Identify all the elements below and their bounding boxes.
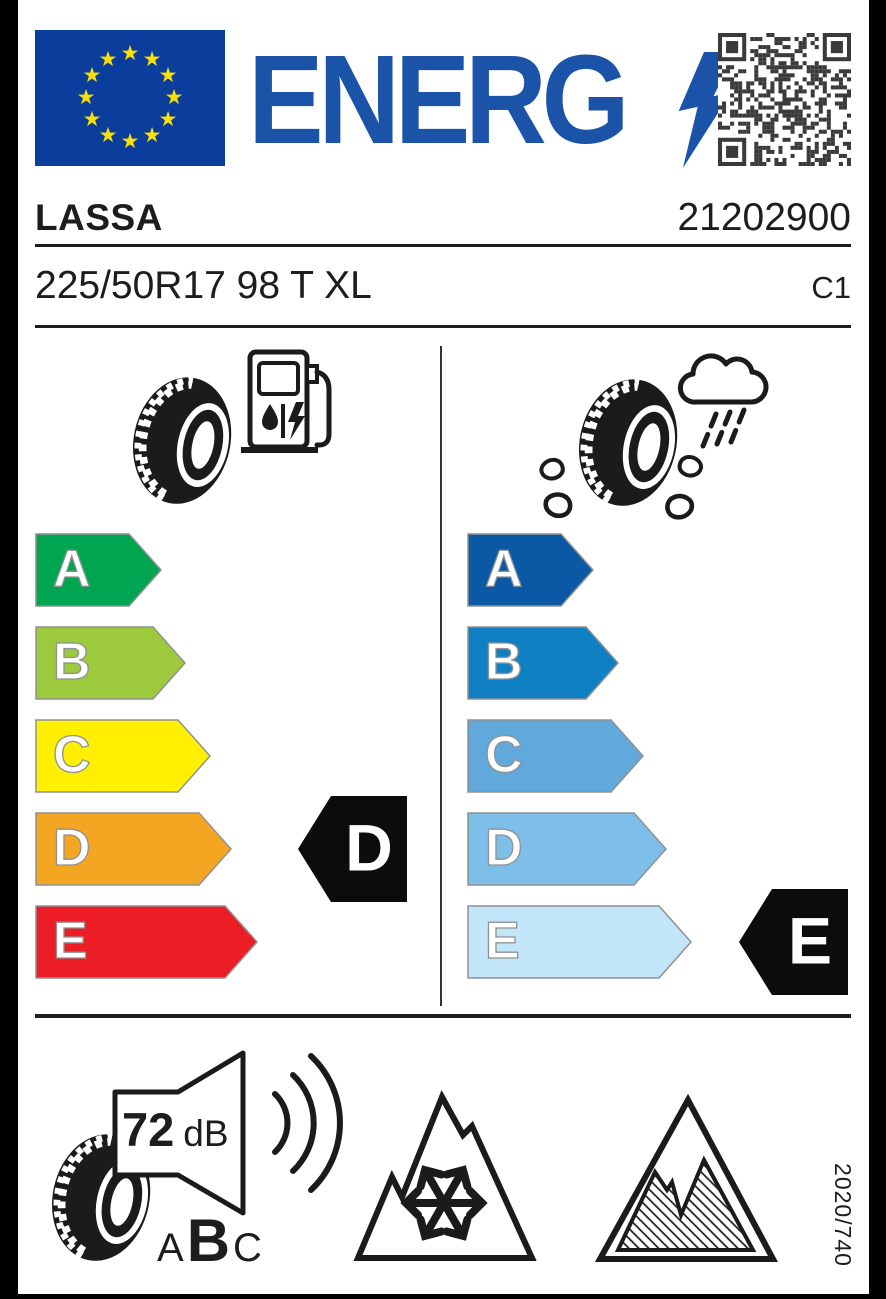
energy-logo bbox=[248, 29, 738, 170]
wet-class-arrow-B bbox=[467, 626, 620, 700]
brand-name: LASSA bbox=[35, 197, 163, 238]
eu-star-icon: ★ bbox=[120, 41, 140, 65]
wet-class-arrow-A bbox=[467, 533, 595, 607]
eu-star-icon: ★ bbox=[76, 85, 96, 109]
eu-star-icon: ★ bbox=[120, 129, 140, 153]
fuel-class-arrow-D bbox=[35, 812, 233, 886]
wet-class-arrow-D bbox=[467, 812, 668, 886]
fuel-class-arrow-C bbox=[35, 719, 212, 793]
fuel-class-letter: C bbox=[53, 725, 91, 784]
label-border-right bbox=[869, 0, 886, 1299]
fuel-class-letter: E bbox=[53, 911, 88, 970]
fuel-class-arrow-B bbox=[35, 626, 187, 700]
vehicle-class-label: C1 bbox=[811, 270, 851, 305]
eu-star-icon: ★ bbox=[98, 47, 118, 71]
noise-class-letters bbox=[157, 1206, 262, 1275]
separator-line bbox=[35, 1014, 851, 1018]
noise-class-b-selected: B bbox=[186, 1207, 231, 1274]
noise-db-value: 72 bbox=[122, 1103, 175, 1156]
eu-star-icon: ★ bbox=[142, 47, 162, 71]
wet-class-letter: E bbox=[485, 911, 520, 970]
column-divider bbox=[440, 346, 442, 1006]
separator-line bbox=[35, 325, 851, 328]
wet-class-letter: A bbox=[485, 539, 523, 598]
brand-row bbox=[35, 196, 851, 240]
noise-class-a: A bbox=[157, 1226, 184, 1270]
article-number: 21202900 bbox=[677, 196, 851, 239]
fuel-class-letter: B bbox=[53, 632, 91, 691]
eu-star-icon: ★ bbox=[98, 123, 118, 147]
wet-class-letter: D bbox=[485, 818, 523, 877]
fuel-class-arrow-E bbox=[35, 905, 259, 979]
eu-flag bbox=[35, 30, 225, 166]
label-border-bottom bbox=[0, 1294, 886, 1299]
fuel-rating-letter: D bbox=[345, 810, 393, 885]
wet-rating-letter: E bbox=[787, 903, 833, 978]
qr-code bbox=[718, 33, 851, 166]
noise-db bbox=[122, 1102, 229, 1157]
splash-drops-icon bbox=[533, 448, 728, 513]
eu-star-icon: ★ bbox=[158, 63, 178, 87]
rain-cloud-icon bbox=[670, 340, 785, 465]
wet-class-arrow-C bbox=[467, 719, 645, 793]
energy-logo-text: ENERG bbox=[248, 29, 625, 170]
wet-class-letter: C bbox=[485, 725, 523, 784]
tire-size: 225/50R17 98 T XL bbox=[35, 264, 372, 307]
eu-star-icon: ★ bbox=[142, 123, 162, 147]
regulation-number: 2020/740 bbox=[830, 1163, 856, 1267]
wet-class-arrow-E bbox=[467, 905, 693, 979]
snow-3pmsf-icon bbox=[352, 1088, 538, 1264]
eu-star-icon: ★ bbox=[82, 63, 102, 87]
eu-star-icon: ★ bbox=[158, 107, 178, 131]
fuel-class-letter: A bbox=[53, 539, 91, 598]
fuel-rating-indicator bbox=[297, 794, 408, 904]
noise-db-unit: dB bbox=[183, 1113, 229, 1154]
size-row bbox=[35, 264, 851, 308]
eu-star-icon: ★ bbox=[82, 107, 102, 131]
fuel-class-letter: D bbox=[53, 818, 91, 877]
fuel-pump-icon bbox=[238, 346, 338, 458]
noise-class-c: C bbox=[233, 1226, 262, 1270]
label-border-left bbox=[0, 0, 18, 1299]
wet-class-letter: B bbox=[485, 632, 523, 691]
ice-grip-icon bbox=[592, 1094, 780, 1266]
wet-rating-indicator bbox=[738, 887, 849, 997]
separator-line bbox=[35, 244, 851, 247]
eu-star-icon: ★ bbox=[164, 85, 184, 109]
fuel-class-arrow-A bbox=[35, 533, 163, 607]
fuel-tire-icon bbox=[126, 372, 242, 510]
